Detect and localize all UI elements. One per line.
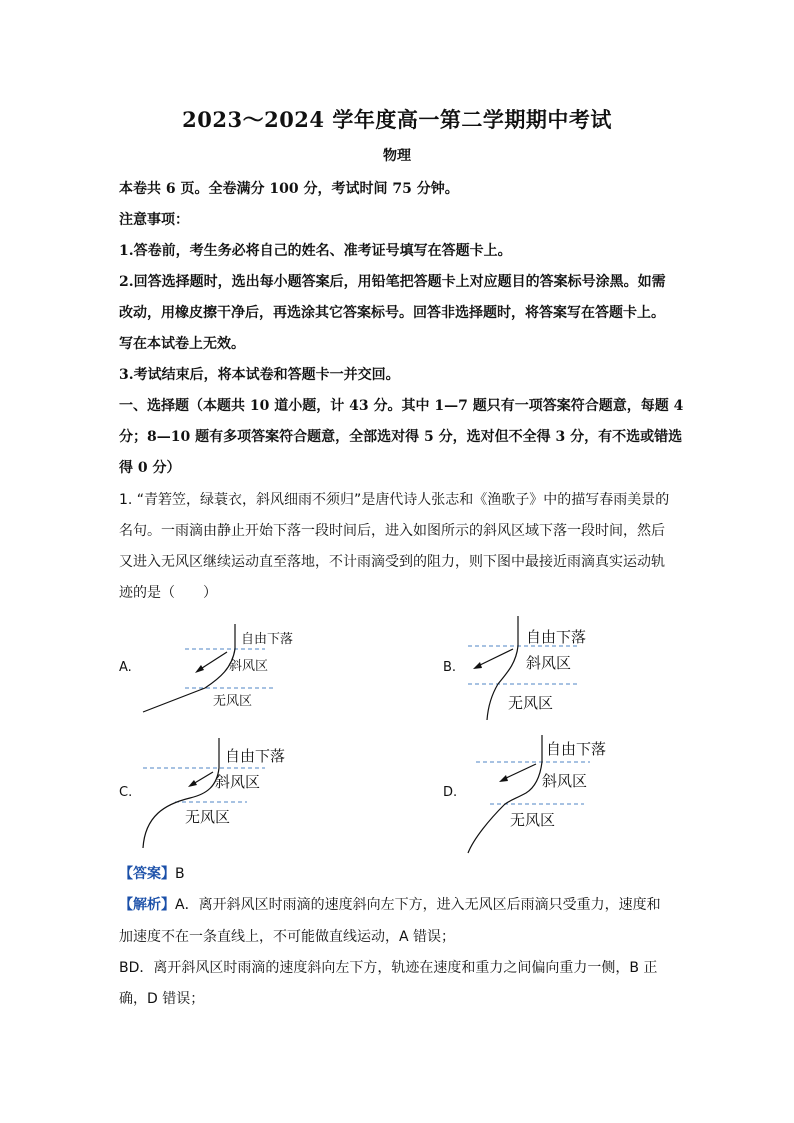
wind-arrow — [199, 652, 227, 670]
wind-zone-label: 斜风区 — [215, 773, 261, 791]
exam-summary: 本卷共 6 页。全卷满分 100 分，考试时间 75 分钟。 — [119, 181, 459, 197]
wind-arrow — [478, 649, 513, 666]
section-1-line-2: 分；8—10 题有多项答案符合题意，全部选对得 5 分，选对但不全得 3 分，有不选或错选 — [119, 429, 683, 445]
note-1: 1.答卷前，考生务必将自己的姓名、准考证号填写在答题卡上。 — [119, 243, 512, 259]
wind-arrow — [504, 764, 536, 779]
option-d-label: D. — [443, 785, 458, 800]
option-c-label: C. — [119, 785, 133, 800]
figure-option-d — [460, 733, 630, 857]
notes-title: 注意事项： — [119, 212, 189, 228]
trajectory-path — [143, 738, 219, 848]
no-wind-zone-label: 无风区 — [213, 694, 253, 709]
analysis-line-3: BD．离开斜风区时雨滴的速度斜向左下方，轨迹在速度和重力之间偏向重力一侧，B 正 — [119, 960, 658, 976]
section-1-line-1: 一、选择题（本题共 10 道小题，计 43 分。其中 1—7 题只有一项答案符合题意，每题 4 — [119, 398, 684, 414]
figure-option-a — [135, 618, 305, 718]
wind-arrow-head — [499, 775, 508, 782]
no-wind-zone-label: 无风区 — [510, 811, 556, 829]
wind-arrow-head — [473, 662, 482, 669]
question-1-line-1: 1. “青箬笠，绿蓑衣，斜风细雨不须归”是唐代诗人张志和《渔歌子》中的描写春雨美景的 — [119, 492, 670, 508]
wind-zone-label: 斜风区 — [542, 772, 588, 790]
note-2-line-1: 2.回答选择题时，选出每小题答案后，用铅笔把答题卡上对应题目的答案标号涂黑。如需 — [119, 274, 666, 290]
analysis-line-1 — [119, 894, 661, 914]
option-b-label: B. — [443, 660, 457, 675]
question-1-line-3: 又进入无风区继续运动直至落地，不计雨滴受到的阻力，则下图中最接近雨滴真实运动轨 — [119, 554, 665, 570]
note-3: 3.考试结束后，将本试卷和答题卡一并交回。 — [119, 367, 400, 383]
question-1-line-4: 迹的是（ ） — [119, 585, 217, 601]
analysis-label: 【解析】 — [119, 897, 175, 913]
no-wind-zone-label: 无风区 — [508, 694, 554, 712]
free-fall-label: 自由下落 — [241, 632, 294, 647]
note-2-line-2: 改动，用橡皮擦干净后，再选涂其它答案标号。回答非选择题时，将答案写在答题卡上。 — [119, 305, 665, 321]
answer-label: 【答案】 — [119, 866, 175, 882]
analysis-line-2: 加速度不在一条直线上，不可能做直线运动，A 错误； — [119, 929, 456, 945]
wind-arrow — [193, 772, 213, 784]
analysis-line-4: 确，D 错误； — [119, 991, 205, 1007]
free-fall-label: 自由下落 — [546, 740, 607, 758]
no-wind-zone-label: 无风区 — [185, 808, 231, 826]
exam-title: 2023～2024 学年度高一第二学期期中考试 — [182, 107, 612, 132]
trajectory-path — [468, 735, 542, 853]
wind-zone-label: 斜风区 — [229, 659, 269, 674]
wind-zone-label: 斜风区 — [526, 654, 572, 672]
answer-value: B — [175, 866, 185, 882]
question-1-line-2: 名句。一雨滴由静止开始下落一段时间后，进入如图所示的斜风区域下落一段时间，然后 — [119, 523, 665, 539]
free-fall-label: 自由下落 — [526, 628, 587, 646]
figure-option-c — [135, 736, 305, 854]
figure-option-b — [460, 612, 630, 724]
answer-line — [119, 863, 185, 883]
note-2-line-3: 写在本试卷上无效。 — [119, 336, 245, 352]
wind-arrow-head — [195, 665, 204, 673]
section-1-line-3: 得 0 分） — [119, 460, 181, 476]
free-fall-label: 自由下落 — [225, 747, 286, 765]
subject-title: 物理 — [383, 148, 411, 164]
option-a-label: A. — [119, 660, 132, 675]
analysis-text-1: A．离开斜风区时雨滴的速度斜向左下方，进入无风区后雨滴只受重力，速度和 — [175, 897, 661, 913]
wind-arrow-head — [188, 780, 197, 787]
